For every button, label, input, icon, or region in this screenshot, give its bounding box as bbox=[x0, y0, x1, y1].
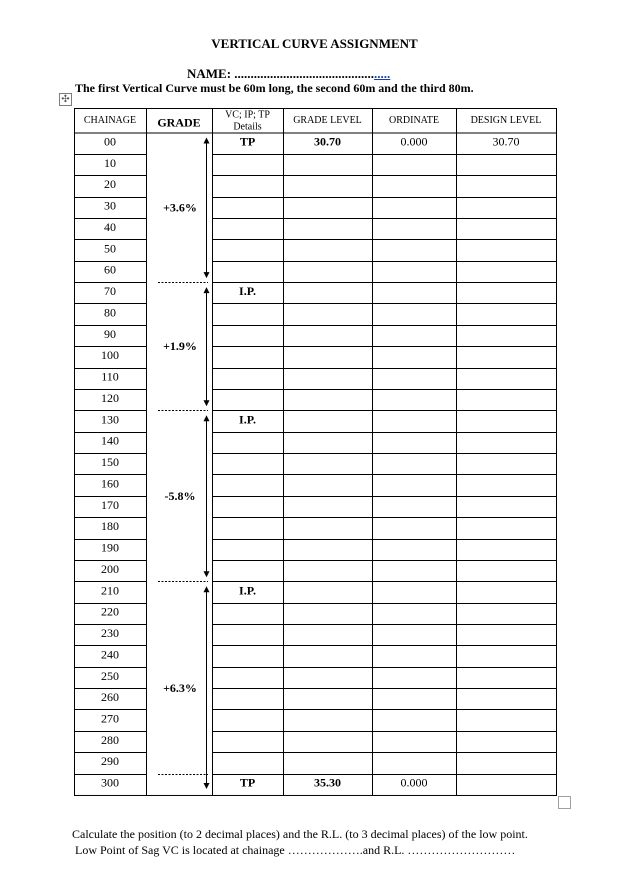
chainage-value: 30 bbox=[104, 198, 116, 213]
arrow-up-icon bbox=[204, 586, 210, 592]
chainage-value: 190 bbox=[101, 540, 119, 555]
chainage-value: 230 bbox=[101, 626, 119, 641]
chainage-value: 60 bbox=[104, 262, 116, 277]
chainage-value: 240 bbox=[101, 647, 119, 662]
chainage-value: 20 bbox=[104, 177, 116, 192]
header-grade: GRADE bbox=[157, 115, 201, 130]
chainage-value: 210 bbox=[101, 583, 119, 598]
vc-detail: I.P. bbox=[239, 412, 256, 427]
chainage-value: 280 bbox=[101, 732, 119, 747]
arrow-up-icon bbox=[204, 138, 210, 144]
chainage-value: 200 bbox=[101, 561, 119, 576]
chainage-value: 100 bbox=[101, 348, 119, 363]
header-grade-level: GRADE LEVEL bbox=[293, 114, 362, 126]
chainage-value: 260 bbox=[101, 690, 119, 705]
chainage-value: 140 bbox=[101, 433, 119, 448]
arrow-down-icon bbox=[204, 400, 210, 406]
footer-question: Calculate the position (to 2 decimal places) and the R.L. (to 3 decimal places) of the low point. bbox=[72, 827, 528, 841]
vc-detail: TP bbox=[239, 134, 256, 149]
chainage-value: 250 bbox=[101, 668, 119, 683]
arrow-down-icon bbox=[204, 571, 210, 577]
header-vc-details: Details bbox=[233, 121, 262, 133]
chainage-value: 10 bbox=[104, 155, 116, 170]
chainage-value: 180 bbox=[101, 519, 119, 534]
ordinate-value: 0.000 bbox=[400, 134, 428, 149]
chainage-value: 270 bbox=[101, 711, 119, 726]
chainage-value: 40 bbox=[104, 219, 116, 234]
grade-value: +3.6% bbox=[163, 200, 197, 215]
chainage-value: 00 bbox=[104, 134, 116, 149]
design-level-value: 30.70 bbox=[492, 134, 520, 149]
document-title: VERTICAL CURVE ASSIGNMENT bbox=[211, 36, 418, 51]
table-move-handle-icon[interactable]: ✣ bbox=[59, 93, 72, 106]
name-dots: ........................................... bbox=[234, 66, 375, 81]
arrow-down-icon bbox=[204, 272, 210, 278]
chainage-value: 80 bbox=[104, 305, 116, 320]
chainage-value: 150 bbox=[101, 455, 119, 470]
table-resize-handle-icon[interactable] bbox=[558, 796, 571, 809]
grade-value: +1.9% bbox=[163, 339, 197, 354]
grade-value: -5.8% bbox=[164, 488, 196, 503]
instruction-text: The first Vertical Curve must be 60m long, the second 60m and the third 80m. bbox=[75, 81, 474, 95]
chainage-value: 90 bbox=[104, 326, 116, 341]
chainage-value: 110 bbox=[101, 369, 119, 384]
grade-level-value: 30.70 bbox=[314, 134, 341, 149]
grade-value: +6.3% bbox=[163, 681, 197, 696]
ordinate-value: 0.000 bbox=[400, 775, 428, 790]
grade-level-value: 35.30 bbox=[314, 775, 341, 790]
name-label: NAME: bbox=[187, 66, 235, 81]
chainage-value: 290 bbox=[101, 754, 119, 769]
chainage-value: 160 bbox=[101, 476, 119, 491]
chainage-value: 300 bbox=[101, 775, 119, 790]
vc-detail: I.P. bbox=[239, 583, 256, 598]
footer-answer-line: Low Point of Sag VC is located at chainage ……………….and R.L. ……………………… bbox=[75, 843, 516, 857]
chainage-value: 220 bbox=[101, 604, 119, 619]
arrow-up-icon bbox=[204, 287, 210, 293]
arrow-down-icon bbox=[204, 783, 210, 789]
header-ordinate: ORDINATE bbox=[389, 114, 439, 126]
header-chainage: CHAINAGE bbox=[83, 114, 137, 126]
chainage-value: 70 bbox=[104, 284, 116, 299]
chainage-value: 130 bbox=[101, 412, 119, 427]
header-design-level: DESIGN LEVEL bbox=[470, 114, 542, 126]
name-dots-tail: ..... bbox=[374, 66, 391, 81]
header-vc: VC; IP; TP bbox=[225, 109, 270, 121]
arrow-up-icon bbox=[204, 415, 210, 421]
chainage-value: 120 bbox=[101, 390, 119, 405]
chainage-value: 50 bbox=[104, 241, 116, 256]
vc-detail: I.P. bbox=[239, 284, 256, 299]
vc-detail: TP bbox=[239, 775, 256, 790]
chainage-value: 170 bbox=[101, 497, 119, 512]
